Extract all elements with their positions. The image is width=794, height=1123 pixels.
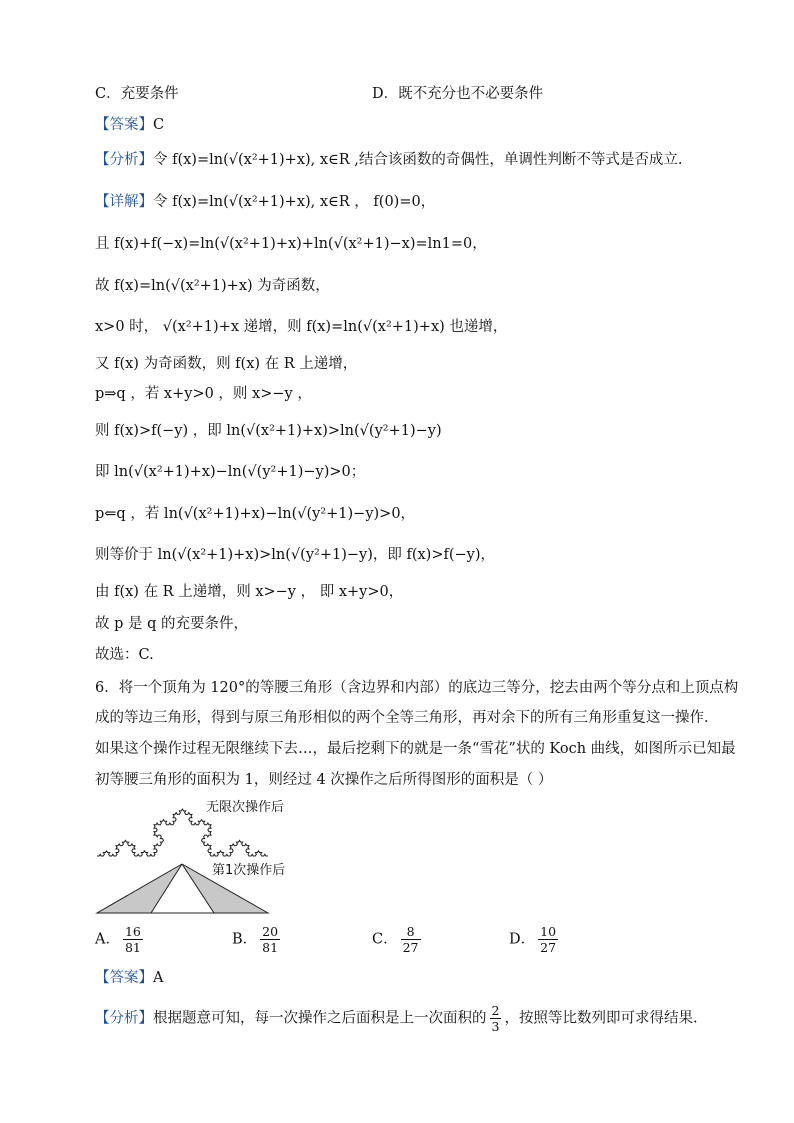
option-a-num: 16	[124, 924, 141, 939]
option-b-fraction	[260, 924, 280, 955]
detail-tag: 【详解】	[95, 194, 153, 210]
q6-answer-tag: 【答案】	[95, 970, 153, 986]
option-a-fraction	[123, 924, 143, 955]
option-b	[232, 924, 283, 955]
option-c-fraction	[401, 924, 421, 955]
q6-analysis	[95, 1003, 698, 1034]
detail-line-10: 由 f(x) 在 R 上递增，则 x>−y ， 即 x+y>0，	[95, 584, 404, 600]
option-c-letter: C．	[372, 931, 398, 948]
option-a-den: 81	[124, 940, 141, 955]
option-d-letter: D．	[509, 931, 536, 948]
analysis-tag: 【分析】	[95, 152, 153, 168]
analysis-prev	[95, 150, 683, 170]
answer-tag: 【答案】	[95, 117, 153, 133]
detail-line-6: 则 f(x)>f(−y) ，即 ln(√(x²+1)+x)>ln(√(y²+1)−y)	[95, 423, 442, 439]
option-c	[372, 924, 424, 955]
q6-frac-den: 3	[491, 1019, 500, 1034]
choice-d: D．既不充分也不必要条件	[372, 86, 544, 102]
q6-line-0: 6．将一个顶角为 120°的等腰三角形（含边界和内部）的底边三等分，挖去由两个等分点和上顶点构	[95, 680, 739, 696]
option-d-fraction	[538, 924, 558, 955]
q6-analysis-text-after: ，按照等比数列即可求得结果.	[504, 1010, 698, 1027]
q6-line-1: 成的等边三角形，得到与原三角形相似的两个全等三角形，再对余下的所有三角形重复这一操作．	[95, 710, 719, 726]
option-b-den: 81	[262, 940, 279, 955]
option-b-num: 20	[262, 924, 279, 939]
koch-figure	[90, 796, 290, 918]
detail-line-9: 则等价于 ln(√(x²+1)+x)>ln(√(y²+1)−y)，即 f(x)>f(−y)，	[95, 547, 495, 563]
option-d-den: 27	[540, 940, 557, 955]
q6-answer-value: A	[153, 970, 164, 986]
detail-line-3: x>0 时， √(x²+1)+x 递增，则 f(x)=ln(√(x²+1)+x) 也递增，	[95, 319, 508, 335]
detail-line-0	[95, 192, 435, 212]
label-infinite: 无限次操作后	[206, 800, 285, 815]
q6-line-3: 初等腰三角形的面积为 1，则经过 4 次操作之后所得图形的面积是（ ）	[95, 772, 553, 788]
option-c-num: 8	[401, 924, 421, 940]
koch-curve	[97, 809, 268, 856]
detail-line-7: 即 ln(√(x²+1)+x)−ln(√(y²+1)−y)>0；	[95, 464, 366, 480]
option-b-letter: B．	[232, 931, 258, 948]
label-first: 第1次操作后	[212, 863, 286, 878]
choice-c: C．充要条件	[95, 86, 179, 102]
q6-analysis-tag: 【分析】	[95, 1010, 153, 1027]
detail-line-8: p⇐q ，若 ln(√(x²+1)+x)−ln(√(y²+1)−y)>0，	[95, 506, 416, 522]
detail-line-2: 故 f(x)=ln(√(x²+1)+x) 为奇函数，	[95, 278, 330, 294]
detail-line-1: 且 f(x)+f(−x)=ln(√(x²+1)+x)+ln(√(x²+1)−x)=ln1=0，	[95, 236, 487, 252]
analysis-text: 令 f(x)=ln(√(x²+1)+x), x∈R ,结合该函数的奇偶性，单调性判断不等式是否成立.	[153, 152, 683, 168]
detail-text: 令 f(x)=ln(√(x²+1)+x), x∈R ， f(0)=0，	[153, 194, 436, 210]
option-d-num: 10	[540, 924, 557, 939]
option-d	[509, 924, 561, 955]
option-c-den: 27	[402, 940, 419, 955]
q6-analysis-fraction	[490, 1003, 502, 1034]
answer-prev	[95, 115, 164, 135]
q6-analysis-text-before: 根据题意可知，每一次操作之后面积是上一次面积的	[153, 1010, 487, 1027]
option-a-letter: A．	[95, 931, 120, 948]
option-a	[95, 924, 146, 955]
detail-line-4: 又 f(x) 为奇函数，则 f(x) 在 R 上递增，	[95, 356, 358, 372]
detail-line-12: 故选：C.	[95, 647, 154, 663]
detail-line-11: 故 p 是 q 的充要条件，	[95, 616, 248, 632]
left-triangle	[97, 864, 182, 913]
q6-frac-num: 2	[491, 1003, 500, 1018]
detail-line-5: p⇒q ，若 x+y>0 ，则 x>−y ，	[95, 386, 312, 402]
q6-line-2: 如果这个操作过程无限继续下去…，最后挖剩下的就是一条“雪花”状的 Koch 曲线，如图所示已知最	[95, 741, 736, 757]
q6-answer	[95, 968, 163, 988]
answer-value: C	[153, 117, 165, 133]
